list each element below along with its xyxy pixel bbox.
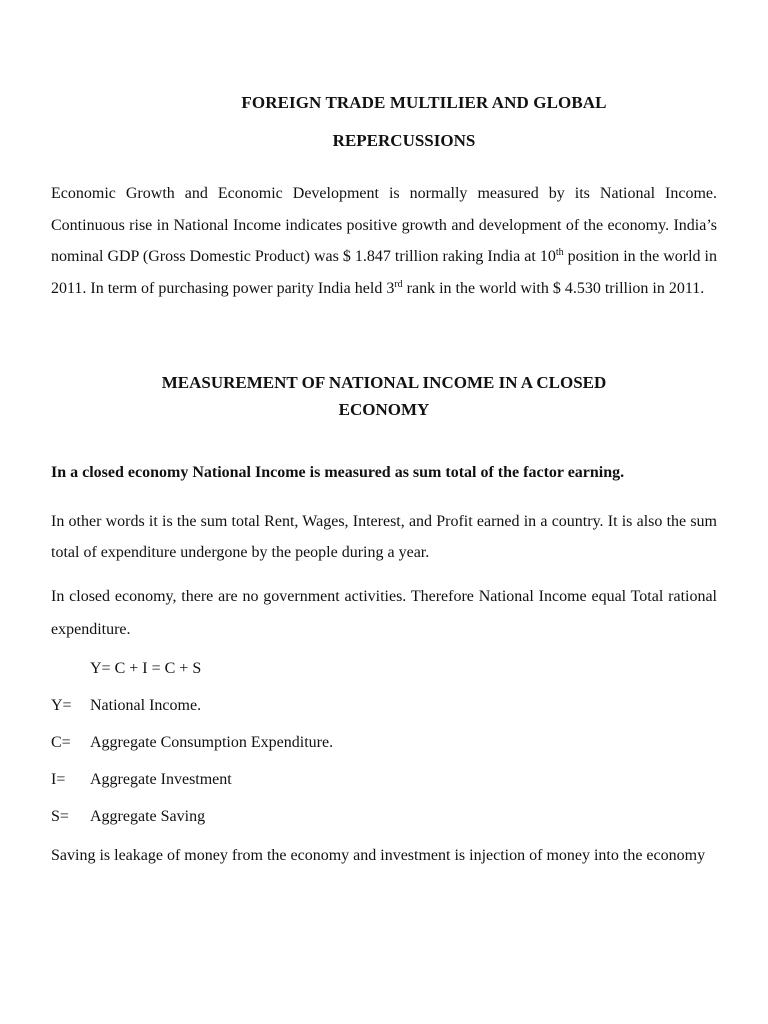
section-heading-line-2: ECONOMY [338, 400, 430, 419]
intro-superscript-th: th [555, 247, 564, 258]
definition-meaning: National Income. [90, 697, 202, 714]
definition-symbol: Y= [51, 697, 72, 714]
definition-symbol: I= [51, 771, 66, 788]
definition-meaning: Aggregate Saving [90, 808, 206, 825]
definition-row [51, 697, 333, 734]
definition-symbol: C= [51, 734, 71, 751]
intro-paragraph [51, 178, 717, 304]
definition-row [51, 771, 333, 808]
income-equation: Y= C + I = C + S [90, 660, 202, 677]
intro-superscript-rd: rd [394, 278, 403, 290]
closing-paragraph: Saving is leakage of money from the economy and investment is injection of money into the economy [51, 847, 706, 864]
page-title-line-2: REPERCUSSIONS [332, 131, 476, 150]
section-heading-line-1: MEASUREMENT OF NATIONAL INCOME IN A CLOSED [161, 373, 607, 392]
definition-meaning: Aggregate Consumption Expenditure. [90, 734, 334, 751]
intro-text-part-1: Economic Growth and Economic Development is normally measured by its National Income. Continuous rise in National Income indicates positive growth and development of the economy. India’s nominal GDP (Gross Domestic Product) was $ 1.847 trillion raking India at 10 [51, 185, 717, 265]
definition-row [51, 734, 333, 771]
definition-row [51, 808, 333, 845]
factor-earnings-paragraph: In other words it is the sum total Rent, Wages, Interest, and Profit earned in a country. It is also the sum total of expenditure undergone by the people during a year. [51, 513, 717, 561]
definition-symbol: S= [51, 808, 69, 825]
closed-economy-paragraph: In closed economy, there are no government activities. Therefore National Income equal Total rational expenditure. [51, 588, 717, 638]
intro-text-part-2: position in the world in 2011. In term of purchasing power parity India held 3 [51, 248, 718, 297]
definition-meaning: Aggregate Investment [90, 771, 232, 788]
definitions-list [51, 697, 333, 845]
bold-statement: In a closed economy National Income is measured as sum total of the factor earning. [51, 464, 625, 481]
section-heading [51, 369, 717, 423]
page-title-line-1: FOREIGN TRADE MULTILIER AND GLOBAL [241, 93, 607, 112]
intro-text-part-3: rank in the world with $ 4.530 trillion in 2011. [402, 279, 705, 297]
